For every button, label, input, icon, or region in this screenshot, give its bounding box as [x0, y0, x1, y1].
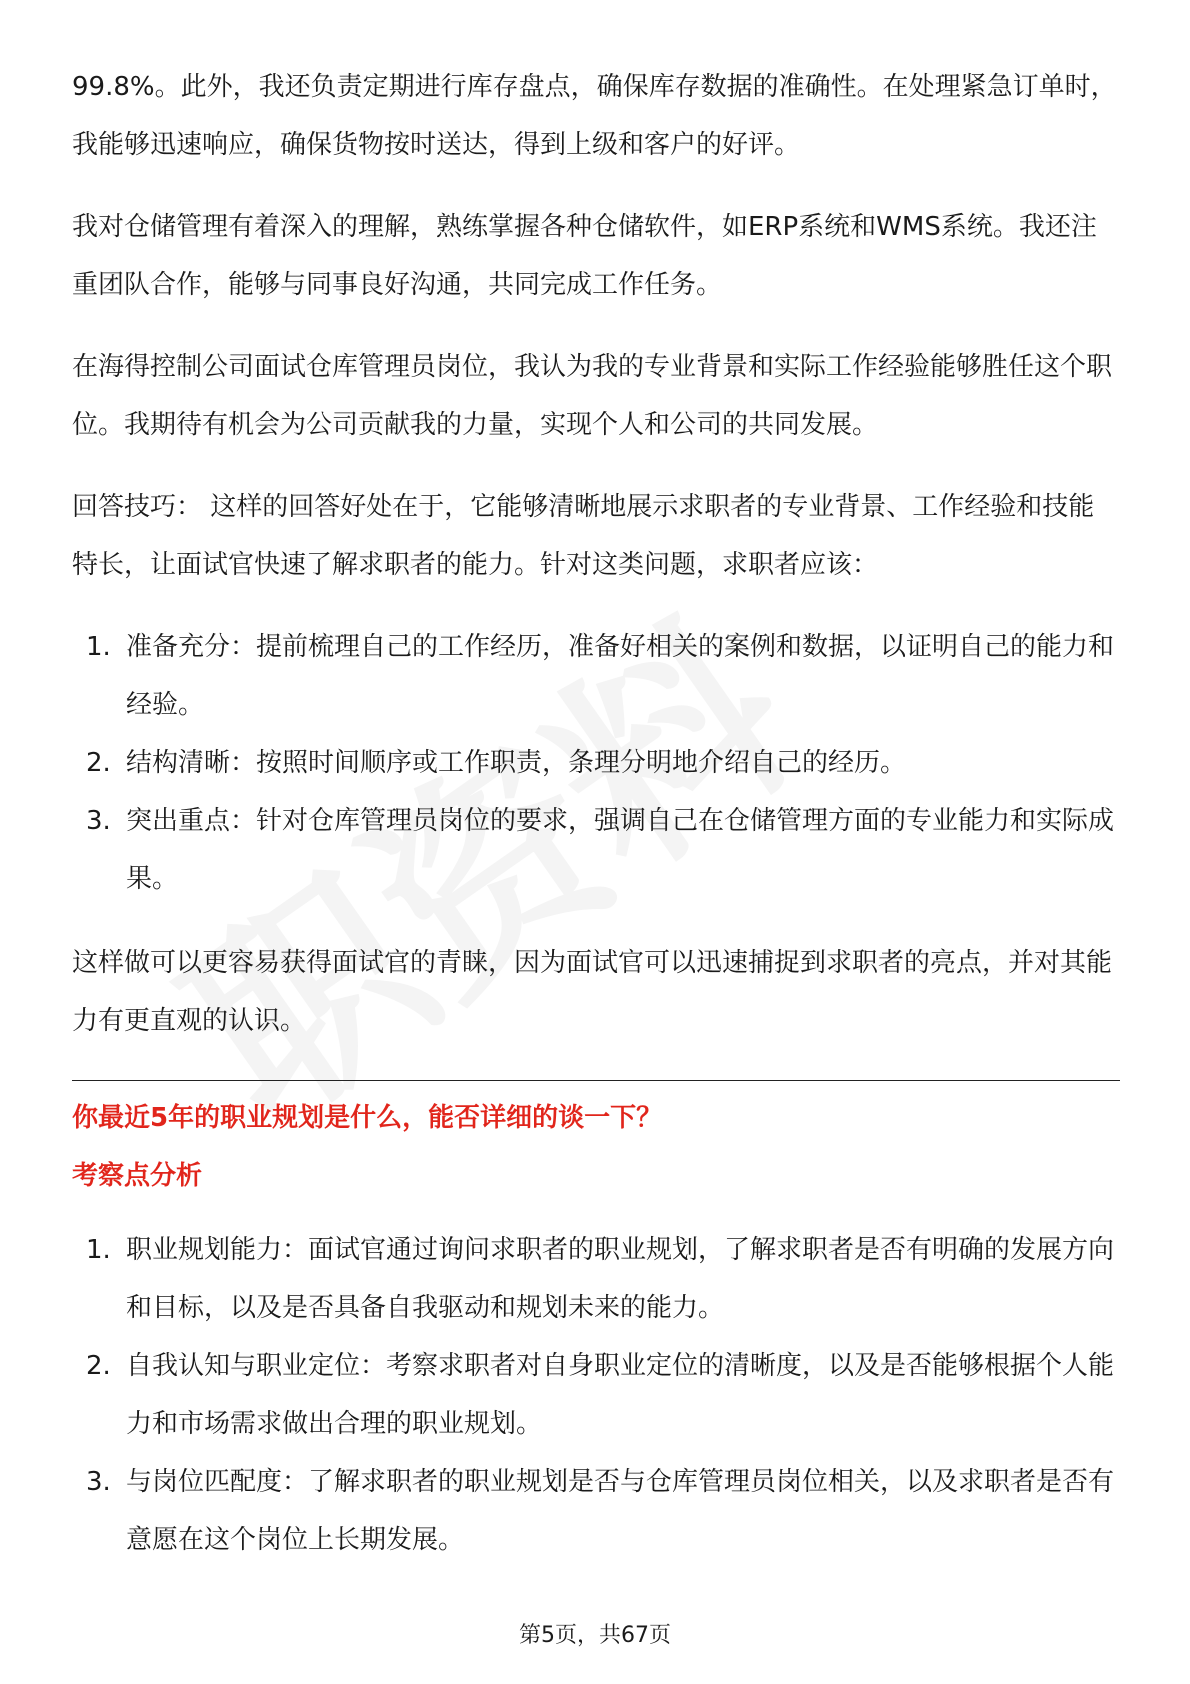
document-page: [72, 58, 1120, 1595]
list-number: 1.: [86, 1235, 111, 1265]
list-number: 3.: [86, 806, 111, 836]
list-item: [72, 1337, 1120, 1453]
list-number: 1.: [86, 632, 111, 662]
analysis-points-list: [72, 1221, 1120, 1569]
page-footer: 第5页，共67页: [519, 1623, 671, 1648]
list-text: 与岗位匹配度：了解求职者的职业规划是否与仓库管理员岗位相关，以及求职者是否有意愿在这个岗位上长期发展。: [126, 1467, 1115, 1555]
paragraph-2: 我对仓储管理有着深入的理解，熟练掌握各种仓储软件，如ERP系统和WMS系统。我还注重团队合作，能够与同事良好沟通，共同完成工作任务。: [72, 212, 1097, 300]
tips-list: [72, 618, 1120, 908]
list-text: 自我认知与职业定位：考察求职者对自身职业定位的清晰度，以及是否能够根据个人能力和市场需求做出合理的职业规划。: [126, 1351, 1115, 1439]
paragraph-1: 99.8%。此外，我还负责定期进行库存盘点，确保库存数据的准确性。在处理紧急订单时，我能够迅速响应，确保货物按时送达，得到上级和客户的好评。: [72, 72, 1117, 160]
paragraph-3: 在海得控制公司面试仓库管理员岗位，我认为我的专业背景和实际工作经验能够胜任这个职位。我期待有机会为公司贡献我的力量，实现个人和公司的共同发展。: [72, 352, 1113, 440]
analysis-heading: 考察点分析: [72, 1161, 203, 1191]
list-number: 2.: [86, 1351, 111, 1381]
list-number: 3.: [86, 1467, 111, 1497]
conclusion-paragraph: 这样做可以更容易获得面试官的青睐，因为面试官可以迅速捕捉到求职者的亮点，并对其能力有更直观的认识。: [72, 948, 1113, 1036]
list-item: [72, 734, 1120, 792]
list-item: [72, 792, 1120, 908]
list-text: 结构清晰：按照时间顺序或工作职责，条理分明地介绍自己的经历。: [126, 748, 907, 778]
list-text: 准备充分：提前梳理自己的工作经历，准备好相关的案例和数据，以证明自己的能力和经验。: [126, 632, 1115, 720]
list-text: 职业规划能力：面试官通过询问求职者的职业规划，了解求职者是否有明确的发展方向和目标，以及是否具备自我驱动和规划未来的能力。: [126, 1235, 1115, 1323]
list-item: [72, 618, 1120, 734]
list-text: 突出重点：针对仓库管理员岗位的要求，强调自己在仓储管理方面的专业能力和实际成果。: [126, 806, 1115, 894]
list-number: 2.: [86, 748, 111, 778]
answer-tips-intro: 回答技巧： 这样的回答好处在于，它能够清晰地展示求职者的专业背景、工作经验和技能特长，让面试官快速了解求职者的能力。针对这类问题，求职者应该：: [72, 492, 1095, 580]
section-divider: [72, 1080, 1120, 1081]
list-item: [72, 1221, 1120, 1337]
list-item: [72, 1453, 1120, 1569]
question-title: 你最近5年的职业规划是什么，能否详细的谈一下？: [72, 1103, 663, 1133]
